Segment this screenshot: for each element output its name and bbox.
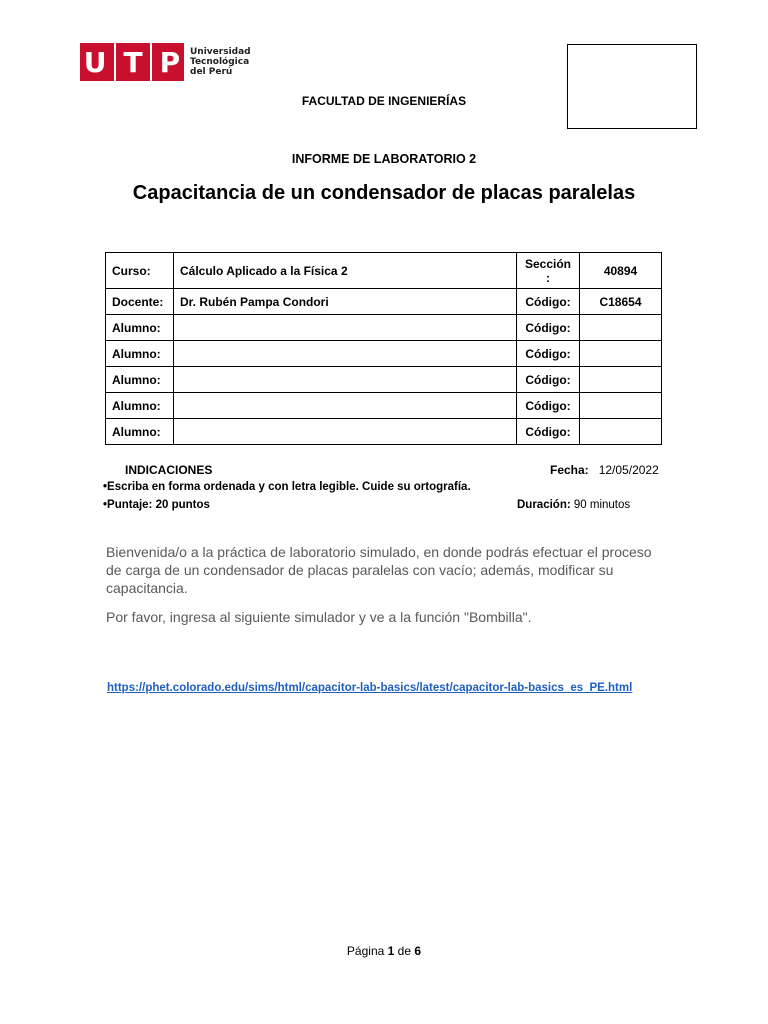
logo-letter-u: U: [83, 45, 107, 79]
row-label: Alumno:: [106, 393, 174, 419]
logo-text-line-3: del Perú: [190, 67, 233, 77]
row-label2: Código:: [517, 341, 580, 367]
row-label2: Código:: [517, 315, 580, 341]
student-code-field[interactable]: [580, 419, 662, 445]
page-word: Página: [346, 944, 385, 958]
row-label: Alumno:: [106, 419, 174, 445]
date-label: Fecha:: [550, 463, 589, 477]
table-row: [106, 419, 662, 445]
row-label: Curso:: [106, 253, 174, 289]
row-label: Docente:: [106, 289, 174, 315]
row-label: Alumno:: [106, 341, 174, 367]
of-word: de: [397, 944, 412, 958]
page-number: 1: [387, 944, 395, 958]
student-name-field[interactable]: [174, 393, 517, 419]
student-code-field[interactable]: [580, 393, 662, 419]
table-row: [106, 341, 662, 367]
report-heading: INFORME DE LABORATORIO 2: [291, 152, 477, 166]
table-row: [106, 315, 662, 341]
instruction-bullet: •Escriba en forma ordenada y con letra legible. Cuide su ortografía.: [103, 481, 471, 493]
student-code-field[interactable]: [580, 315, 662, 341]
row-value2: C18654: [580, 289, 662, 315]
row-label2: Código:: [517, 419, 580, 445]
section-label: Sección: [524, 256, 572, 271]
table-row: [106, 253, 662, 289]
utp-logo-mark: [80, 43, 184, 81]
section-colon: :: [546, 270, 550, 285]
row-value2: 40894: [580, 253, 662, 289]
logo-separator: [114, 43, 116, 81]
logo-separator: [150, 43, 152, 81]
logo-text: [190, 47, 251, 77]
instructions-heading: INDICACIONES: [125, 463, 213, 477]
table-row: [106, 367, 662, 393]
info-table: [105, 252, 662, 445]
row-label: Alumno:: [106, 315, 174, 341]
duration: [517, 499, 630, 511]
row-value: Dr. Rubén Pampa Condori: [174, 289, 517, 315]
logo-text-line-1: Universidad: [190, 47, 251, 57]
intro-paragraph: Bienvenida/o a la práctica de laboratorio simulado, en donde podrás efectuar el proceso de carga de un condensador de placas paralelas con vacío; además, modificar su capacitancia.: [106, 544, 652, 596]
date: [550, 463, 659, 477]
table-row: [106, 289, 662, 315]
faculty-heading: FACULTAD DE INGENIERÍAS: [301, 94, 467, 108]
photo-box: [567, 44, 697, 129]
student-code-field[interactable]: [580, 341, 662, 367]
student-name-field[interactable]: [174, 419, 517, 445]
duration-label: Duración:: [517, 499, 571, 511]
utp-logo: [80, 43, 251, 81]
simulator-link[interactable]: https://phet.colorado.edu/sims/html/capacitor-lab-basics/latest/capacitor-lab-basics_es_PE.html: [107, 682, 633, 694]
instruction-paragraph: Por favor, ingresa al siguiente simulador y ve a la función "Bombilla".: [106, 609, 532, 625]
row-label2: Código:: [517, 367, 580, 393]
logo-letter-p: P: [159, 45, 181, 79]
page-total: 6: [414, 944, 422, 958]
page-title: Capacitancia de un condensador de placas paralelas: [132, 182, 636, 204]
logo-letter-t: T: [123, 45, 143, 79]
instruction-bullet: •Puntaje: 20 puntos: [103, 499, 210, 511]
student-name-field[interactable]: [174, 367, 517, 393]
row-label2: Código:: [517, 393, 580, 419]
table-row: [106, 393, 662, 419]
page-footer: [0, 944, 768, 958]
logo-text-line-2: Tecnológica: [190, 57, 250, 67]
student-code-field[interactable]: [580, 367, 662, 393]
row-label2: Código:: [517, 289, 580, 315]
student-name-field[interactable]: [174, 315, 517, 341]
date-value: 12/05/2022: [598, 463, 659, 477]
row-label2: [517, 253, 580, 289]
row-value: Cálculo Aplicado a la Física 2: [174, 253, 517, 289]
student-name-field[interactable]: [174, 341, 517, 367]
row-label: Alumno:: [106, 367, 174, 393]
duration-value: 90 minutos: [573, 499, 631, 511]
